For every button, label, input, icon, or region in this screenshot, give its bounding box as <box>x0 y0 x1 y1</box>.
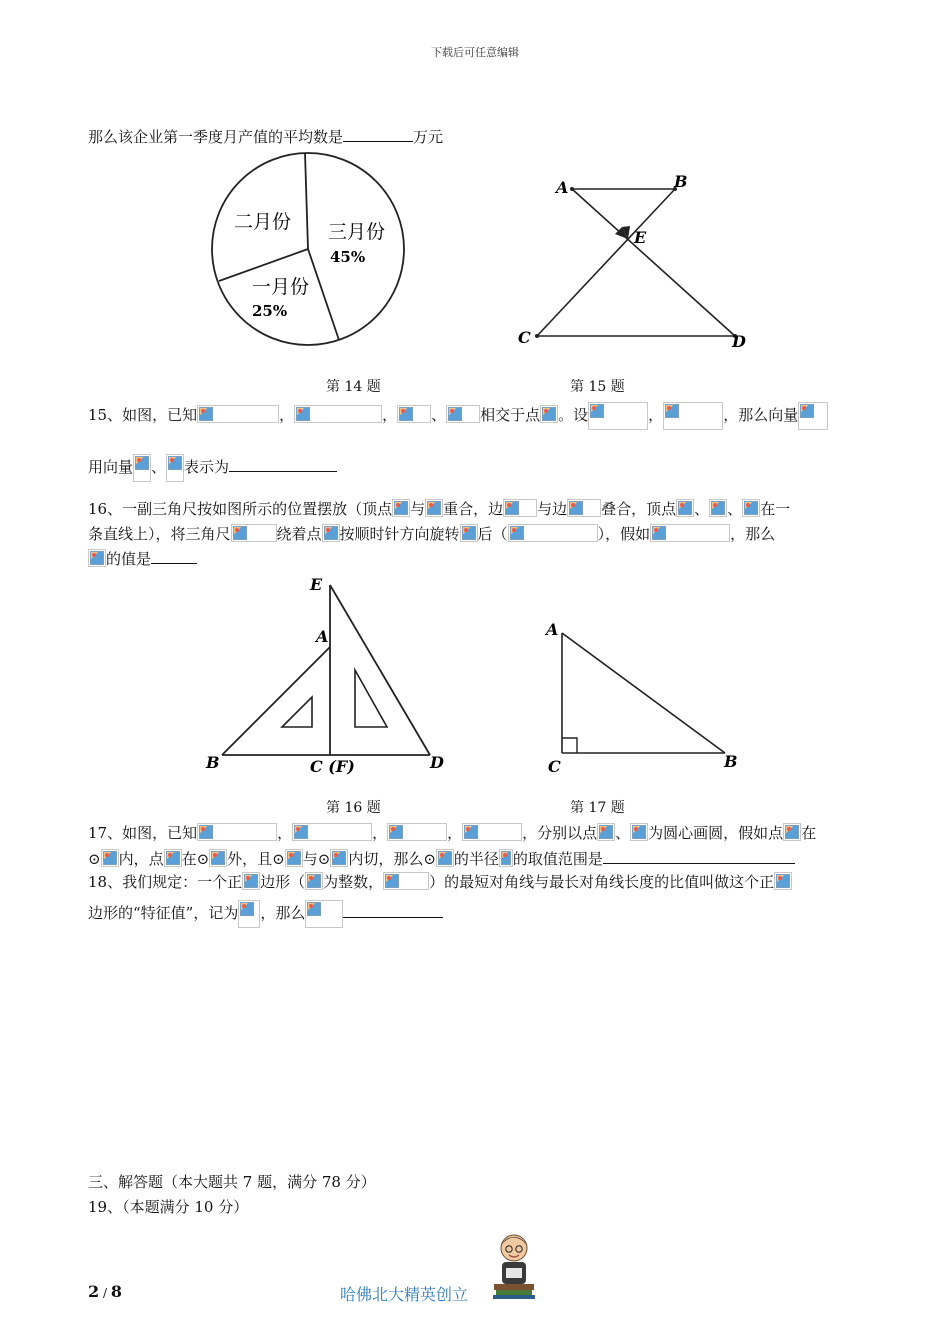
q17-text-13: 与⊙ <box>302 850 331 868</box>
formula-image <box>238 900 260 928</box>
mascot-logo <box>490 1228 538 1300</box>
formula-image <box>446 405 480 423</box>
formula-image <box>166 454 184 482</box>
label-B: B <box>724 752 738 771</box>
formula-image <box>292 823 372 841</box>
label-C: C <box>518 328 531 347</box>
q16-line3 <box>88 547 197 570</box>
formula-image <box>305 872 323 890</box>
formula-image <box>197 823 277 841</box>
q16-text-11: 按顺时针方向旋转 <box>339 525 460 543</box>
formula-image <box>508 524 598 542</box>
q15-text-7: ， <box>648 406 664 424</box>
q17-text-10: 内，点 <box>118 850 164 868</box>
section3-title: 三、解答题（本大题共 7 题，满分 78 分） <box>88 1173 376 1191</box>
q18-text-4: ）的最短对角线与最长对角线长度的比值叫做这个正 <box>429 873 775 891</box>
formula-image <box>676 499 694 517</box>
label-C-F: C (F) <box>310 757 355 776</box>
page-number <box>88 1282 122 1301</box>
q18-line2 <box>88 900 443 928</box>
q16-text-12: 后（ <box>477 525 508 543</box>
q16-answer-blank[interactable] <box>151 547 197 564</box>
q18-line1 <box>88 871 792 893</box>
book-stack <box>493 1295 535 1299</box>
q15-text-4: 、 <box>431 406 447 424</box>
q15-line2 <box>88 454 337 482</box>
q16-text-2: 与 <box>410 500 426 518</box>
formula-image <box>197 405 279 423</box>
formula-image <box>387 823 447 841</box>
formula-image <box>322 524 340 542</box>
pie-label-jan: 一月份 <box>252 276 310 298</box>
q17-text-14: 内切，那么⊙ <box>348 850 436 868</box>
formula-image <box>436 849 454 867</box>
label-A: A <box>546 620 559 639</box>
q16-text-1: 16、一副三角尺按如图所示的位置摆放（顶点 <box>88 500 393 518</box>
formula-image <box>425 499 443 517</box>
q16-text-10: 绕着点 <box>276 525 322 543</box>
q16-text-6: 、 <box>694 500 710 518</box>
formula-image <box>101 849 119 867</box>
formula-image <box>133 454 151 482</box>
label-D: D <box>430 753 444 772</box>
q15-text-3: ， <box>382 406 398 424</box>
seg-ED <box>330 585 430 755</box>
q17-text-16: 的取值范围是 <box>512 850 603 868</box>
q15-line1 <box>88 402 828 430</box>
formula-image <box>588 402 648 430</box>
q18-answer-blank[interactable] <box>343 901 443 918</box>
label-A: A <box>316 627 329 646</box>
fig15-diagram <box>510 165 760 355</box>
label-E: E <box>634 228 647 247</box>
formula-image <box>798 402 828 430</box>
formula-image <box>88 549 106 567</box>
formula-image <box>630 823 648 841</box>
q16-text-8: 在一 <box>760 500 791 518</box>
q17-text-15: 的半径 <box>453 850 499 868</box>
q17-text-9: ⊙ <box>88 850 101 868</box>
fig17-diagram <box>530 615 750 780</box>
q16-text-9: 条直线上），将三角尺 <box>88 525 231 543</box>
page-current: 2 <box>88 1282 100 1301</box>
q16-text-5: 叠合，顶点 <box>601 500 677 518</box>
q14-answer-blank[interactable] <box>343 125 413 142</box>
formula-image <box>330 849 348 867</box>
footer-brand: 哈佛北大精英创立 <box>340 1285 469 1304</box>
formula-image <box>392 499 410 517</box>
q17-text-4: ， <box>447 824 463 842</box>
formula-image <box>397 405 431 423</box>
formula-image <box>774 872 792 890</box>
q16-text-7: 、 <box>727 500 743 518</box>
q17-text-1: 17、如图，已知 <box>88 824 198 842</box>
formula-image <box>499 849 513 867</box>
formula-image <box>540 405 558 423</box>
formula-image <box>242 872 260 890</box>
formula-image <box>231 524 277 542</box>
inner-triangle-left <box>282 697 312 727</box>
page-header: 下载后可任意编辑 <box>431 46 519 59</box>
q15-text-2: ， <box>279 406 295 424</box>
label-B: B <box>206 753 220 772</box>
label-E: E <box>310 575 323 594</box>
q19-title: 19、（本题满分 10 分） <box>88 1198 249 1216</box>
caption-fig14: 第 14 题 <box>326 379 381 395</box>
caption-fig16: 第 16 题 <box>326 800 381 816</box>
caption-fig15: 第 15 题 <box>570 379 625 395</box>
formula-image <box>663 402 723 430</box>
fig14-pie-chart <box>200 150 420 360</box>
caption-fig17: 第 17 题 <box>570 800 625 816</box>
q15-text-6: 。设 <box>558 406 589 424</box>
formula-image <box>164 849 182 867</box>
pie-value-mar: 45% <box>330 248 366 266</box>
q14-text: 那么该企业第一季度月产值的平均数是 <box>88 128 344 146</box>
q15-text-10: 、 <box>151 458 167 476</box>
q16-text-13: ），假如 <box>597 525 651 543</box>
q15-text-9: 用向量 <box>88 458 134 476</box>
formula-image <box>783 823 801 841</box>
q17-answer-blank[interactable] <box>603 847 795 864</box>
q17-line2 <box>88 847 795 870</box>
q17-text-8: 在 <box>801 824 817 842</box>
q15-text-11: 表示为 <box>184 458 230 476</box>
point-A <box>570 187 574 191</box>
q17-text-6: 、 <box>615 824 631 842</box>
formula-image <box>742 499 760 517</box>
label-C: C <box>548 757 561 776</box>
q16-text-3: 重合，边 <box>443 500 504 518</box>
formula-image <box>294 405 382 423</box>
q18-text-2: 边形（ <box>260 873 306 891</box>
q17-text-5: ，分别以点 <box>522 824 598 842</box>
formula-image <box>305 900 343 928</box>
formula-image <box>597 823 615 841</box>
book-stack <box>494 1284 534 1290</box>
pie-label-mar: 三月份 <box>328 221 386 243</box>
formula-image <box>567 499 601 517</box>
formula-image <box>650 524 730 542</box>
q14-unit: 万元 <box>413 128 444 146</box>
book-stack <box>496 1290 532 1295</box>
q16-text-14: ，那么 <box>730 525 776 543</box>
q18-text-5: 边形的“特征值”，记为 <box>88 904 239 922</box>
formula-image <box>460 524 478 542</box>
q15-answer-blank[interactable] <box>229 455 337 472</box>
q17-line1 <box>88 822 816 844</box>
right-angle-mark <box>562 738 577 753</box>
q15-text-5: 相交于点 <box>480 406 541 424</box>
fig16-diagram <box>200 570 460 785</box>
mascot-book <box>506 1268 522 1278</box>
q14-line <box>88 125 443 148</box>
inner-triangle-right <box>355 670 387 727</box>
label-B: B <box>674 172 688 191</box>
formula-image <box>503 499 537 517</box>
formula-image <box>709 499 727 517</box>
label-A: A <box>556 178 569 197</box>
formula-image <box>383 872 429 890</box>
formula-image <box>462 823 522 841</box>
page-separator: / <box>99 1286 111 1300</box>
label-D: D <box>732 332 746 351</box>
q18-text-6: ，那么 <box>260 904 306 922</box>
q15-text-8: ，那么向量 <box>723 406 799 424</box>
page-total: 8 <box>110 1282 122 1301</box>
point-C <box>535 334 539 338</box>
q17-text-11: 在⊙ <box>181 850 210 868</box>
q16-text-4: 与边 <box>537 500 568 518</box>
q16-text-15: 的值是 <box>106 550 152 568</box>
q16-line1 <box>88 498 790 520</box>
seg-BA <box>222 647 330 755</box>
formula-image <box>285 849 303 867</box>
q16-line2 <box>88 523 775 545</box>
q17-text-3: ， <box>372 824 388 842</box>
q18-text-3: 为整数， <box>323 873 384 891</box>
q17-text-2: ， <box>277 824 293 842</box>
pie-label-feb: 二月份 <box>234 211 292 233</box>
formula-image <box>209 849 227 867</box>
pie-value-jan: 25% <box>252 302 288 320</box>
seg-AB <box>562 633 725 753</box>
q18-text-1: 18、我们规定：一个正 <box>88 873 243 891</box>
q17-text-12: 外，且⊙ <box>227 850 285 868</box>
q15-text-1: 15、如图，已知 <box>88 406 198 424</box>
q17-text-7: 为圆心画圆，假如点 <box>648 824 784 842</box>
